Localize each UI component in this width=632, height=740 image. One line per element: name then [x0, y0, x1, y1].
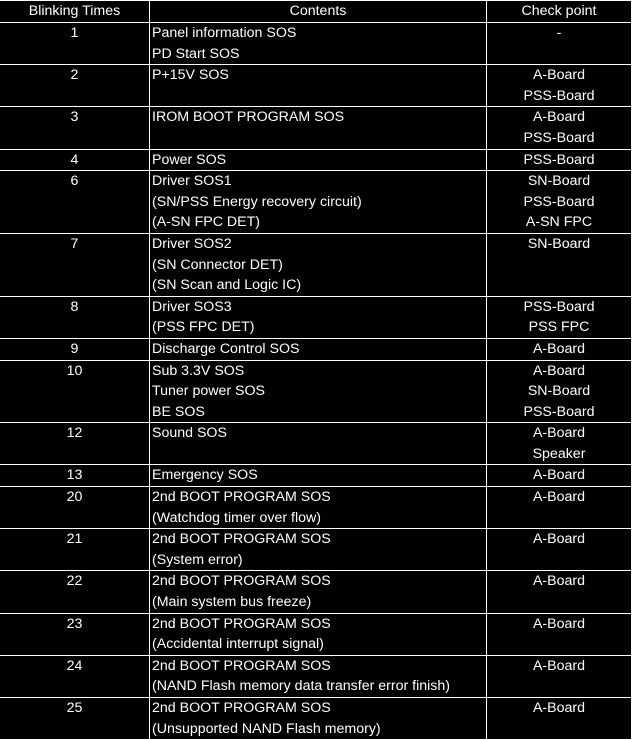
check-point-line: A-Board	[532, 489, 586, 506]
contents-line: Sound SOS	[152, 425, 227, 442]
table-row	[0, 487, 632, 529]
contents-cell	[150, 296, 487, 338]
contents-line: Sub 3.3V SOS	[152, 362, 245, 379]
check-point-cell	[487, 423, 632, 465]
header-contents: Contents	[150, 1, 487, 23]
contents-line: (SN Scan and Logic IC)	[152, 277, 302, 294]
check-point-line: A-Board	[532, 340, 586, 357]
check-point-line: SN-Board	[527, 173, 591, 190]
check-point-line: PSS FPC	[528, 319, 590, 336]
contents-line: (Accidental interrupt signal)	[152, 636, 324, 653]
check-point-cell	[487, 529, 632, 571]
check-point-line: SN-Board	[527, 235, 591, 252]
contents-line: (Main system bus freeze)	[152, 594, 312, 611]
contents-line: (System error)	[152, 551, 243, 568]
header-blinking-times: Blinking Times	[0, 1, 150, 23]
table-row	[0, 423, 632, 465]
contents-cell	[150, 655, 487, 697]
check-point-cell	[487, 296, 632, 338]
contents-line: Panel information SOS	[152, 25, 297, 41]
blinking-times-cell: 1	[0, 23, 150, 65]
check-point-cell	[487, 65, 632, 107]
contents-cell	[150, 23, 487, 65]
table-row	[0, 65, 632, 107]
contents-line: P+15V SOS	[152, 67, 229, 84]
blinking-times-cell: 10	[0, 360, 150, 423]
contents-cell	[150, 65, 487, 107]
contents-line: Tuner power SOS	[152, 383, 266, 400]
check-point-line: A-Board	[532, 467, 586, 484]
check-point-cell	[487, 171, 632, 234]
contents-line: (NAND Flash memory data transfer error finish)	[152, 678, 451, 695]
table-row	[0, 465, 632, 487]
table-row	[0, 107, 632, 149]
table-row	[0, 529, 632, 571]
table-row	[0, 571, 632, 613]
blinking-times-cell: 21	[0, 529, 150, 571]
blinking-times-cell: 6	[0, 171, 150, 234]
check-point-line: PSS-Board	[523, 87, 595, 104]
check-point-cell	[487, 107, 632, 149]
contents-line: BE SOS	[152, 403, 205, 420]
contents-line: Driver SOS1	[152, 173, 232, 190]
check-point-cell	[487, 23, 632, 65]
check-point-cell	[487, 360, 632, 423]
contents-line: 2nd BOOT PROGRAM SOS	[152, 700, 331, 716]
check-point-line: PSS-Board	[523, 151, 595, 168]
contents-line: (SN Connector DET)	[152, 256, 283, 273]
contents-line: Emergency SOS	[152, 467, 258, 484]
check-point-line: -	[556, 25, 562, 41]
check-point-line: PSS-Board	[523, 298, 595, 315]
table-header-row	[0, 1, 632, 23]
contents-line: 2nd BOOT PROGRAM SOS	[152, 573, 331, 590]
contents-line: (SN/PSS Energy recovery circuit)	[152, 193, 362, 210]
contents-line: Discharge Control SOS	[152, 340, 300, 357]
table-row	[0, 698, 632, 740]
contents-line: 2nd BOOT PROGRAM SOS	[152, 531, 331, 548]
contents-cell	[150, 487, 487, 529]
contents-line: PD Start SOS	[152, 45, 240, 62]
contents-line: (Watchdog timer over flow)	[152, 509, 321, 526]
blinking-times-cell: 24	[0, 655, 150, 697]
contents-line: IROM BOOT PROGRAM SOS	[152, 109, 345, 126]
check-point-cell	[487, 698, 632, 740]
contents-cell	[150, 360, 487, 423]
check-point-cell	[487, 149, 632, 171]
contents-line: Driver SOS2	[152, 235, 232, 252]
check-point-line: A-Board	[532, 425, 586, 442]
check-point-cell	[487, 571, 632, 613]
check-point-line: A-Board	[532, 362, 586, 379]
check-point-line: Speaker	[532, 445, 586, 462]
check-point-line: SN-Board	[527, 383, 591, 400]
table-row	[0, 171, 632, 234]
contents-cell	[150, 423, 487, 465]
check-point-cell	[487, 487, 632, 529]
contents-line: (Unsupported NAND Flash memory)	[152, 720, 381, 737]
check-point-line: A-Board	[532, 657, 586, 674]
contents-line: 2nd BOOT PROGRAM SOS	[152, 657, 331, 674]
contents-cell	[150, 233, 487, 296]
contents-cell	[150, 571, 487, 613]
contents-cell	[150, 613, 487, 655]
blinking-times-cell: 3	[0, 107, 150, 149]
contents-line: (PSS FPC DET)	[152, 319, 255, 336]
blinking-times-cell: 2	[0, 65, 150, 107]
check-point-cell	[487, 233, 632, 296]
contents-line: Driver SOS3	[152, 298, 232, 315]
contents-line: (A-SN FPC DET)	[152, 214, 260, 231]
contents-cell	[150, 107, 487, 149]
blinking-times-cell: 23	[0, 613, 150, 655]
check-point-line: A-Board	[532, 615, 586, 632]
blinking-times-cell: 22	[0, 571, 150, 613]
check-point-line: A-Board	[532, 109, 586, 126]
header-check-point: Check point	[487, 1, 632, 23]
check-point-line: PSS-Board	[523, 193, 595, 210]
contents-cell	[150, 529, 487, 571]
check-point-line: A-SN FPC	[525, 214, 593, 231]
blinking-times-cell: 12	[0, 423, 150, 465]
table-row	[0, 360, 632, 423]
table-row	[0, 338, 632, 360]
table-row	[0, 233, 632, 296]
check-point-line: PSS-Board	[523, 403, 595, 420]
table-body	[0, 23, 632, 740]
contents-line: 2nd BOOT PROGRAM SOS	[152, 489, 331, 506]
blinking-times-cell: 9	[0, 338, 150, 360]
check-point-line: A-Board	[532, 573, 586, 590]
check-point-line: A-Board	[532, 67, 586, 84]
blinking-times-cell: 8	[0, 296, 150, 338]
check-point-line: A-Board	[532, 700, 586, 716]
table-row	[0, 149, 632, 171]
contents-cell	[150, 465, 487, 487]
contents-cell	[150, 171, 487, 234]
check-point-line: PSS-Board	[523, 129, 595, 146]
check-point-cell	[487, 613, 632, 655]
contents-cell	[150, 149, 487, 171]
contents-cell	[150, 338, 487, 360]
blinking-times-cell: 7	[0, 233, 150, 296]
blinking-times-cell: 4	[0, 149, 150, 171]
table-row	[0, 613, 632, 655]
contents-line: Power SOS	[152, 151, 227, 168]
check-point-line: A-Board	[532, 531, 586, 548]
contents-line: 2nd BOOT PROGRAM SOS	[152, 615, 331, 632]
table-row	[0, 655, 632, 697]
check-point-cell	[487, 338, 632, 360]
contents-cell	[150, 698, 487, 740]
check-point-cell	[487, 465, 632, 487]
table-row	[0, 296, 632, 338]
blinking-times-cell: 25	[0, 698, 150, 740]
table-row	[0, 23, 632, 65]
blinking-times-cell: 13	[0, 465, 150, 487]
check-point-cell	[487, 655, 632, 697]
blinking-times-cell: 20	[0, 487, 150, 529]
